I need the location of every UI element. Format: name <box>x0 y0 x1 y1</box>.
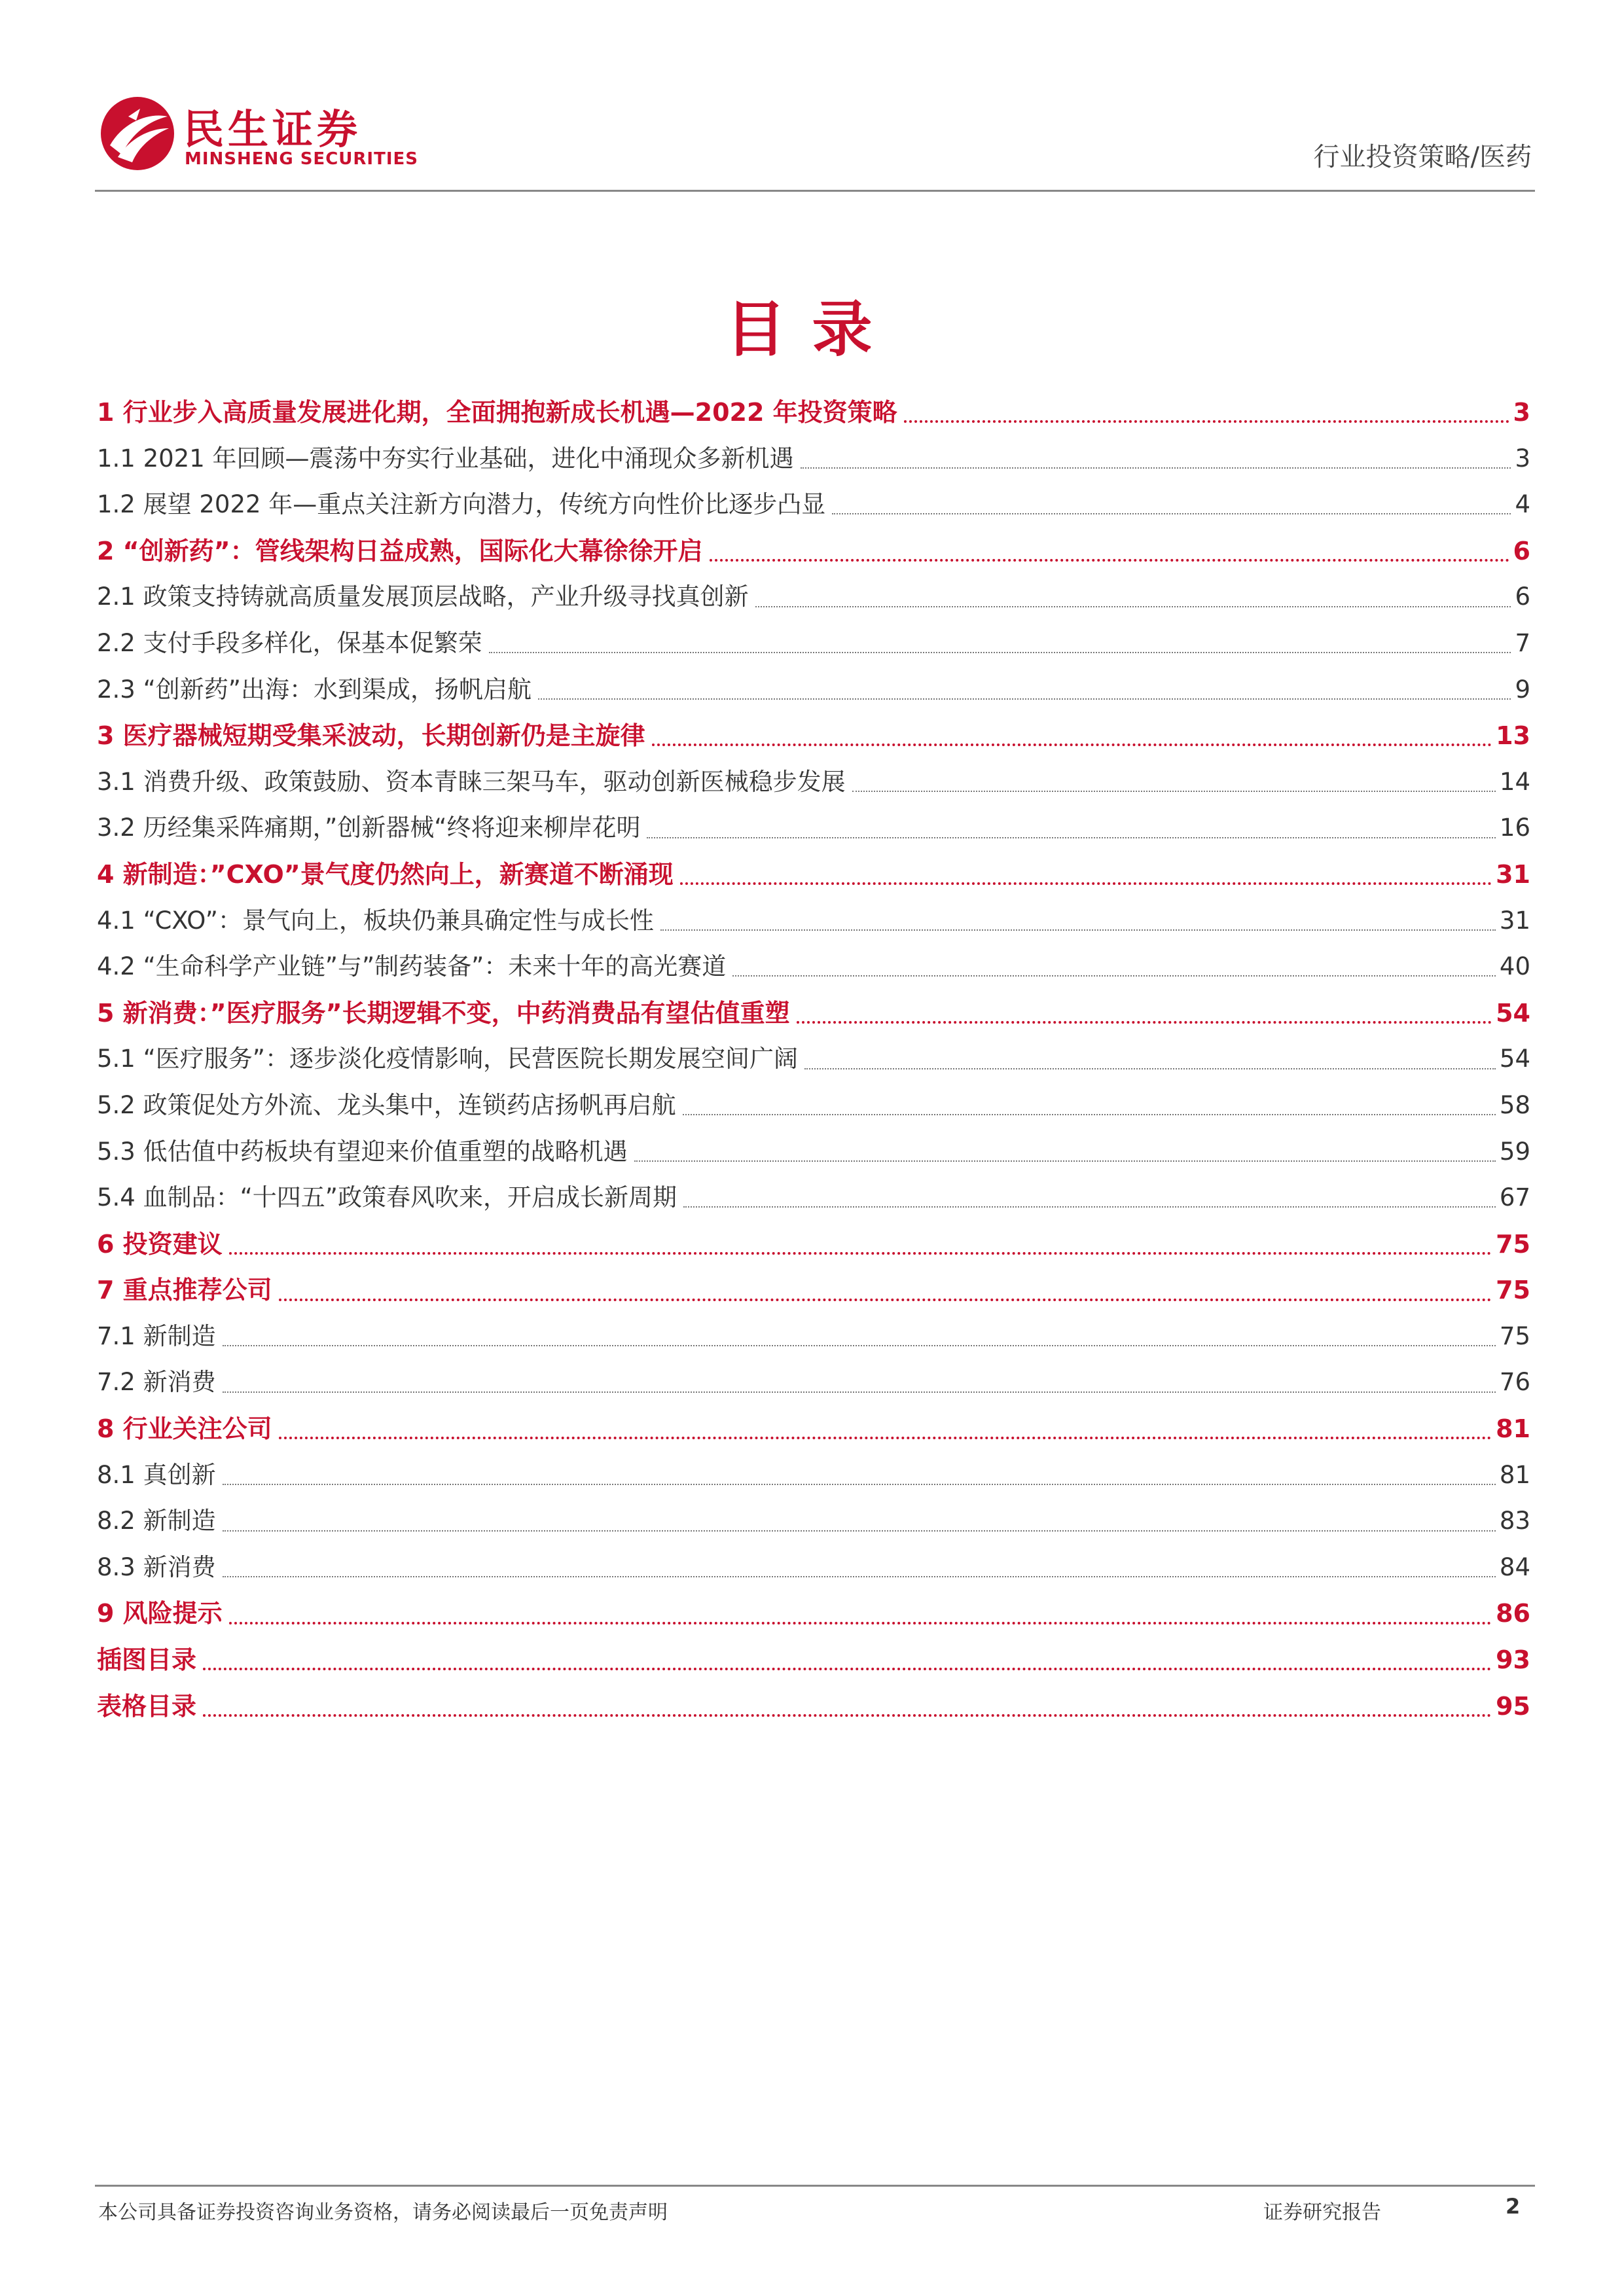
toc-leader-dots <box>279 1437 1492 1439</box>
minsheng-logo-icon <box>98 94 177 173</box>
brand-name-en: MINSHENG SECURITIES <box>185 149 418 169</box>
toc-leader-dots <box>652 744 1492 746</box>
page-header <box>98 92 1532 196</box>
toc-leader-dots <box>852 791 1496 792</box>
toc-leader-dots <box>683 1206 1496 1208</box>
toc-leader-dots <box>223 1391 1496 1393</box>
toc-leader-dots <box>683 1114 1496 1115</box>
toc-entry-title: 1.1 2021 年回顾—震荡中夯实行业基础，进化中涌现众多新机遇 <box>97 444 794 473</box>
toc-entry-page: 81 <box>1499 1460 1530 1489</box>
toc-entry-page: 95 <box>1496 1691 1530 1721</box>
toc-entry[interactable] <box>97 1683 1530 1730</box>
toc-entry-title: 2.2 支付手段多样化，保基本促繁荣 <box>97 628 482 657</box>
toc-leader-dots <box>538 698 1511 700</box>
toc-leader-dots <box>634 1160 1496 1162</box>
header-divider <box>95 190 1535 192</box>
footer-report-type: 证券研究报告 <box>1263 2201 1381 2224</box>
toc-entry[interactable] <box>97 944 1530 990</box>
minsheng-logo <box>98 92 491 183</box>
toc-entry-page: 59 <box>1499 1137 1530 1166</box>
toc-leader-dots <box>680 882 1492 885</box>
toc-entry[interactable] <box>97 1452 1530 1499</box>
toc-entry-page: 75 <box>1496 1276 1530 1305</box>
toc-entry-title: 插图目录 <box>97 1645 197 1675</box>
toc-entry[interactable] <box>97 898 1530 944</box>
footer-disclaimer: 本公司具备证券投资咨询业务资格，请务必阅读最后一页免责声明 <box>98 2201 668 2224</box>
toc-entry-title: 8 行业关注公司 <box>97 1414 272 1444</box>
toc-leader-dots <box>755 606 1511 607</box>
toc-entry-page: 7 <box>1515 628 1530 657</box>
toc-entry-page: 9 <box>1515 675 1530 704</box>
toc-entry-title: 3 医疗器械短期受集采波动，长期创新仍是主旋律 <box>97 721 645 751</box>
toc-entry-page: 75 <box>1496 1229 1530 1259</box>
toc-entry[interactable] <box>97 1036 1530 1083</box>
toc-entry-page: 31 <box>1499 906 1530 935</box>
toc-leader-dots <box>647 837 1495 838</box>
toc-entry-title: 7 重点推荐公司 <box>97 1276 272 1305</box>
toc-entry-title: 3.1 消费升级、政策鼓励、资本青睐三架马车，驱动创新医械稳步发展 <box>97 767 846 796</box>
toc-entry[interactable] <box>97 852 1530 898</box>
page-number: 2 <box>1506 2194 1521 2219</box>
toc-entry-title: 7.1 新制造 <box>97 1321 216 1350</box>
toc-entry-page: 31 <box>1496 859 1530 889</box>
footer-divider <box>95 2185 1535 2187</box>
toc-entry[interactable] <box>97 759 1530 806</box>
toc-entry[interactable] <box>97 990 1530 1037</box>
toc-entry-title: 4.2 “生命科学产业链”与”制药装备”：未来十年的高光赛道 <box>97 952 727 981</box>
toc-entry-title: 5.1 “医疗服务”：逐步淡化疫情影响，民营医院长期发展空间广阔 <box>97 1045 798 1073</box>
toc-entry-page: 58 <box>1499 1090 1530 1119</box>
toc-entry-page: 6 <box>1515 583 1530 611</box>
toc-entry[interactable] <box>97 1314 1530 1360</box>
toc-entry-page: 40 <box>1499 952 1530 981</box>
toc-entry[interactable] <box>97 1129 1530 1175</box>
toc-entry[interactable] <box>97 389 1530 436</box>
toc-entry[interactable] <box>97 1359 1530 1406</box>
toc-entry[interactable] <box>97 1267 1530 1314</box>
toc-entry-page: 67 <box>1499 1183 1530 1212</box>
toc-entry[interactable] <box>97 528 1530 575</box>
toc-entry-title: 5.2 政策促处方外流、龙头集中，连锁药店扬帆再启航 <box>97 1090 676 1119</box>
toc-leader-dots <box>732 975 1496 977</box>
toc-entry[interactable] <box>97 1175 1530 1221</box>
toc-entry[interactable] <box>97 1498 1530 1545</box>
toc-entry[interactable] <box>97 805 1530 852</box>
brand-name-cn: 民生证券 <box>183 105 362 153</box>
toc-leader-dots <box>804 1068 1496 1069</box>
toc-leader-dots <box>279 1299 1492 1301</box>
toc-leader-dots <box>223 1484 1496 1485</box>
toc-entry-page: 3 <box>1515 444 1530 473</box>
toc-leader-dots <box>203 1714 1492 1717</box>
toc-leader-dots <box>660 929 1496 931</box>
report-section: 行业投资策略/医药 <box>1313 142 1532 172</box>
toc-entry[interactable] <box>97 574 1530 620</box>
toc-entry[interactable] <box>97 620 1530 667</box>
table-of-contents <box>97 389 1530 1729</box>
toc-leader-dots <box>229 1252 1492 1255</box>
toc-entry[interactable] <box>97 713 1530 759</box>
toc-entry-title: 4.1 “CXO”：景气向上，板块仍兼具确定性与成长性 <box>97 906 654 935</box>
toc-leader-dots <box>489 652 1511 653</box>
toc-entry-page: 93 <box>1496 1645 1530 1675</box>
toc-entry[interactable] <box>97 1637 1530 1683</box>
toc-entry-title: 8.3 新消费 <box>97 1552 216 1581</box>
toc-entry-page: 6 <box>1513 536 1530 565</box>
toc-entry[interactable] <box>97 1545 1530 1591</box>
toc-entry-title: 表格目录 <box>97 1691 197 1721</box>
toc-entry-page: 86 <box>1496 1599 1530 1628</box>
toc-leader-dots <box>710 559 1509 562</box>
toc-entry-page: 54 <box>1496 998 1530 1028</box>
toc-entry[interactable] <box>97 1083 1530 1129</box>
toc-entry-title: 1.2 展望 2022 年—重点关注新方向潜力，传统方向性价比逐步凸显 <box>97 490 826 519</box>
toc-entry-title: 3.2 历经集采阵痛期，”创新器械“终将迎来柳岸花明 <box>97 814 641 842</box>
toc-entry-page: 13 <box>1496 721 1530 751</box>
toc-entry-title: 2.3 “创新药”出海：水到渠成，扬帆启航 <box>97 675 532 704</box>
toc-entry-title: 9 风险提示 <box>97 1599 223 1628</box>
page-title: 目录 <box>725 295 899 365</box>
toc-entry-page: 76 <box>1499 1368 1530 1397</box>
toc-entry-title: 8.1 真创新 <box>97 1460 216 1489</box>
toc-entry-page: 3 <box>1513 398 1530 427</box>
toc-entry[interactable] <box>97 436 1530 482</box>
toc-leader-dots <box>229 1622 1492 1624</box>
toc-leader-dots <box>797 1021 1492 1024</box>
toc-entry[interactable] <box>97 482 1530 528</box>
toc-leader-dots <box>832 513 1511 514</box>
toc-leader-dots <box>223 1530 1496 1532</box>
toc-entry-page: 14 <box>1499 767 1530 796</box>
toc-leader-dots <box>203 1668 1492 1670</box>
toc-entry-title: 4 新制造：”CXO”景气度仍然向上，新赛道不断涌现 <box>97 859 674 889</box>
toc-entry-title: 1 行业步入高质量发展进化期，全面拥抱新成长机遇—2022 年投资策略 <box>97 398 897 427</box>
toc-leader-dots <box>223 1345 1496 1346</box>
toc-entry-title: 5.3 低估值中药板块有望迎来价值重塑的战略机遇 <box>97 1137 628 1166</box>
toc-entry-title: 8.2 新制造 <box>97 1507 216 1535</box>
toc-entry-title: 6 投资建议 <box>97 1229 223 1259</box>
toc-leader-dots <box>223 1576 1496 1577</box>
toc-entry-title: 2.1 政策支持铸就高质量发展顶层战略，产业升级寻找真创新 <box>97 583 749 611</box>
toc-entry-page: 54 <box>1499 1045 1530 1073</box>
toc-leader-dots <box>801 467 1511 469</box>
toc-entry[interactable] <box>97 667 1530 713</box>
toc-entry-title: 5.4 血制品：“十四五”政策春风吹来，开启成长新周期 <box>97 1183 677 1212</box>
toc-leader-dots <box>904 420 1509 423</box>
toc-entry-page: 81 <box>1496 1414 1530 1444</box>
toc-entry-title: 5 新消费：”医疗服务”长期逻辑不变，中药消费品有望估值重塑 <box>97 998 790 1028</box>
toc-entry[interactable] <box>97 1590 1530 1637</box>
toc-entry[interactable] <box>97 1406 1530 1452</box>
toc-entry-page: 83 <box>1499 1507 1530 1535</box>
toc-entry[interactable] <box>97 1221 1530 1268</box>
toc-entry-title: 7.2 新消费 <box>97 1368 216 1397</box>
toc-entry-page: 75 <box>1499 1321 1530 1350</box>
toc-entry-page: 16 <box>1499 814 1530 842</box>
toc-entry-page: 84 <box>1499 1552 1530 1581</box>
toc-entry-title: 2 “创新药”：管线架构日益成熟，国际化大幕徐徐开启 <box>97 536 703 565</box>
toc-entry-page: 4 <box>1515 490 1530 519</box>
